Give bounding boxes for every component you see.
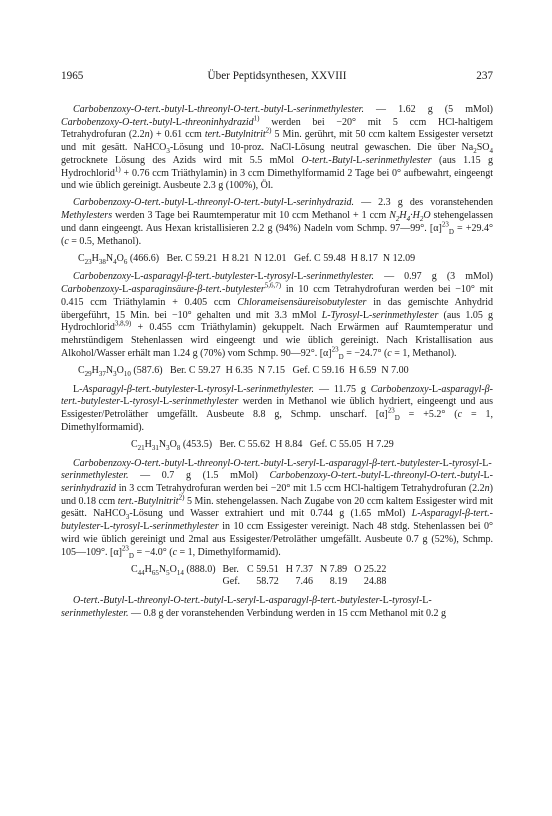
header-title: Über Peptidsynthesen, XXVIII: [207, 70, 347, 82]
paragraph-pentapeptide-ester: Carbobenzoxy-O-tert.-butyl-L-threonyl-O-tert.-butyl-L-seryl-L-asparagyl-β-tert.-butylester-L-tyrosyl-L-serinmethylester. — 0.7 g (1.5 mMol) Carbobenzoxy-O-tert.-butyl-L-threonyl-O-tert.-butyl-L-serinhydrazid in 3 ccm Tetrahydrofuran werden bei −20° mit 1.5 ccm HCl-haltigem Tetrahydrofuran (2.2n) und 0.18 ccm tert.-Butylnitrit$^{2)}$ 5 Min. stehengelassen. Nach Zugabe von 20 ccm kaltem Essigester wird mit gesätt. NaHCO$_3$-Lösung und Wasser extrahiert und mit 0.744 g (1.65 mMol) L-Asparagyl-β-tert.-butylester-L-tyrosyl-L-serinmethylester in 10 ccm Essigester vereinigt. Nach 48 stdg. Stehenlassen bei 0° wird wie üblich gereinigt und 2mal aus Essigester/Petroläther umgefällt. Ausbeute 0.7 g (52%), Schmp. 105—109°. $[\alpha]^{23}_D = -4.0^\circ$ (c = 1, Dimethylformamid).: [61, 457, 494, 560]
analysis-gef-c: 58.72: [256, 576, 279, 588]
analysis-gef-n: 8.19: [329, 576, 348, 588]
analysis-gef-h: 7.46: [295, 576, 313, 588]
analysis-gef-label: Gef.: [222, 576, 241, 588]
paragraph-asparagyl-tyrosyl-serinmethylester: Carbobenzoxy-L-asparagyl-β-tert.-butylester-L-tyrosyl-L-serinmethylester. — 0.97 g (3 mMol) Carbobenzoxy-L-asparaginsäure-β-tert.-butylester$^{5,6,7)}$ in 10 ccm Tetrahydrofuran werden bei −10° mit 0.415 ccm Triäthylamin + 0.405 ccm Chlorameisensäureisobutylester in das gemischte Anhydrid übergeführt, 15 Min. bei −10° gehalten und mit 3.3 mMol L-Tyrosyl-L-serinmethylester (aus 1.05 g Hydrochlorid$^{3,8,9)}$ + 0.455 ccm Triäthylamin) gekuppelt. Nach Erwärmen auf Raumtemperatur und mehrstündigem Stehenlassen wird eingeengt und wie üblich gereinigt. Nach Kristallisation aus Alkohol/Wasser erhält man 1.24 g (70%) vom Schmp. 90—92°. $[\alpha]^{23}_D = -24.7^\circ$ (c = 1, Methanol).: [61, 271, 494, 361]
elemental-analysis-3: $C_{21}H_{31}N_3O_8$ (453.5) Ber. C 55.62 H 8.84 Gef. C 55.05 H 7.29: [131, 438, 394, 452]
paragraph-asparagyl-ester-hydrogenation: L-Asparagyl-β-tert.-butylester-L-tyrosyl-L-serinmethylester. — 11.75 g Carbobenzoxy-L-asparagyl-β-tert.-butylester-L-tyrosyl-L-serinmethylester werden in Methanol wie üblich hydriert, eingeengt und aus Essigester/Petroläther umgefällt. Ausbeute 8.8 g, Schmp. unscharf. $[\alpha]^{23}_D = +5.2^\circ$ (c = 1, Dimethylformamid).: [61, 383, 494, 433]
running-header: [61, 70, 493, 86]
analysis-ber-c: C 59.51: [247, 563, 279, 575]
analysis-ber-label: Ber.: [222, 563, 239, 575]
analysis-ber-o: O 25.22: [354, 563, 387, 575]
analysis-ber-h: H 7.37: [285, 563, 313, 575]
paragraph-threonyl-serinmethylester: Carbobenzoxy-O-tert.-butyl-L-threonyl-O-tert.-butyl-L-serinmethylester. — 1.62 g (5 mMol) Carbobenzoxy-O-tert.-butyl-L-threoninhydrazid$^{1)}$ werden bei −20° mit 5 ccm HCl-haltigem Tetrahydrofuran (2.2n) + 0.61 ccm tert.-Butylnitrit$^{2)}$ 5 Min. gerührt, mit 50 ccm kaltem Essigester versetzt und mit gesätt. NaHCO$_3$-Lösung und 10-proz. NaCl-Lösung neutral gewaschen. Die über $Na_2SO_4$ getrocknete Lösung des Azids wird mit 5.5 mMol O-tert.-Butyl-L-serinmethylester (aus 1.15 g Hydrochlorid$^{1)}$ + 0.76 ccm Triäthylamin) in 3 ccm Dimethylformamid 2 Tage bei 0° aufbewahrt, eingeengt und wie üblich gereinigt. Ausbeute 2.3 g (100%), Öl.: [61, 104, 494, 192]
elemental-analysis-2: $C_{29}H_{37}N_3O_{10}$ (587.6) Ber. C 59.27 H 6.35 N 7.15 Gef. C 59.16 H 6.59 N 7.00: [78, 364, 409, 378]
header-year: 1965: [61, 70, 84, 82]
analysis-formula: $C_{44}H_{65}N_5O_{14}$ (888.0): [131, 563, 216, 577]
paragraph-deprotection: O-tert.-Butyl-L-threonyl-O-tert.-butyl-L-seryl-L-asparagyl-β-tert.-butylester-L-tyrosyl-L-serinmethylester. — 0.8 g der voranstehenden Verbindung werden in 15 ccm Methanol mit 0.2 g: [61, 595, 447, 619]
analysis-ber-n: N 7.89: [319, 563, 348, 575]
analysis-gef-o: 24.88: [363, 576, 387, 588]
elemental-analysis-1: $C_{23}H_{38}N_4O_6$ (466.6) Ber. C 59.21 H 8.21 N 12.01 Gef. C 59.48 H 8.17 N 12.09: [78, 252, 416, 266]
article-body: [61, 104, 493, 625]
paragraph-threonyl-serinhydrazid: Carbobenzoxy-O-tert.-butyl-L-threonyl-O-tert.-butyl-L-serinhydrazid. — 2.3 g des voranstehenden Methylesters werden 3 Tage bei Raumtemperatur mit 10 ccm Methanol + 1 ccm $N_2H_4\cdot H_2O$ stehengelassen und dann eingeengt. Aus Hexan kristallisieren 2.2 g (94%) Nadeln vom Schmp. 97—99°. $[\alpha]^{23}_D = +29.4^\circ$ (c = 0.5, Methanol).: [61, 197, 493, 247]
elemental-analysis-4: [131, 564, 393, 589]
page-number: 237: [476, 70, 493, 82]
